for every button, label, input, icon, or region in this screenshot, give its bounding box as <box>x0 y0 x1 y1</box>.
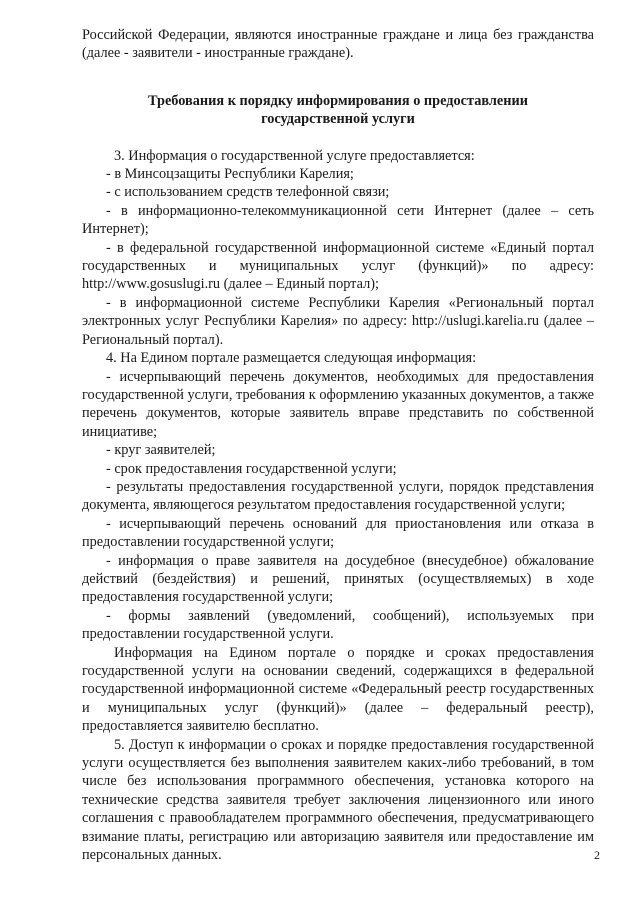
list-item: - формы заявлений (уведомлений, сообщений), используемых при предоставлении государственной услуги. <box>82 607 594 643</box>
section-heading: Требования к порядку информирования о предоставлении государственной услуги <box>148 92 528 128</box>
paragraph: Информация на Едином портале о порядке и сроках предоставления государственной услуги на основании сведений, содержащихся в федеральной государственной информационной системе «Федеральный реестр государственных и муниципальных услуг (функций)» (далее – федеральный реестр), предоставляется заявителю бесплатно. <box>82 644 594 735</box>
paragraph: 4. На Едином портале размещается следующая информация: <box>106 350 477 367</box>
list-item: - в информационной системе Республики Карелия «Региональный портал электронных услуг Республики Карелия» по адресу: http://uslugi.karelia.ru (далее – Региональный портал). <box>82 294 594 348</box>
list-item: - в информационно-телекоммуникационной сети Интернет (далее – сеть Интернет); <box>82 202 594 238</box>
list-item: - исчерпывающий перечень документов, необходимых для предоставления государственной услуги, требования к оформлению указанных документов, а также перечень документов, которые заявитель вправе представить по собственной инициативе; <box>82 368 594 440</box>
paragraph: 5. Доступ к информации о сроках и порядке предоставления государственной услуги осуществляется без выполнения заявителем каких-либо требований, в том числе без использования программного обеспечения, установка которого на технические средства заявителя требует заключения лицензионного или иного соглашения с правообладателем программного обеспечения, предусматривающего взимание платы, регистрацию или авторизацию заявителя или предоставление им персональных данных. <box>82 736 594 864</box>
list-item: - срок предоставления государственной услуги; <box>106 460 397 477</box>
page-number: 2 <box>594 848 600 862</box>
list-item: - с использованием средств телефонной связи; <box>106 184 390 201</box>
list-item: - в Минсоцзащиты Республики Карелия; <box>106 166 354 183</box>
list-item: - в федеральной государственной информационной системе «Единый портал государственных и муниципальных услуг (функций)» по адресу: http://www.gosuslugi.ru (далее – Единый портал); <box>82 239 594 293</box>
intro-text: Российской Федерации, являются иностранные граждане и лица без гражданства (далее - заявители - иностранные граждане). <box>82 27 594 62</box>
list-item: - исчерпывающий перечень оснований для приостановления или отказа в предоставлении государственной услуги; <box>82 515 594 551</box>
paragraph: 3. Информация о государственной услуге предоставляется: <box>114 147 475 164</box>
list-item: - результаты предоставления государственной услуги, порядок представления документа, являющегося результатом предоставления государственной услуги; <box>82 478 594 514</box>
list-item: - информация о праве заявителя на досудебное (внесудебное) обжалование действий (бездействия) и решений, принятых (осуществляемых) в ходе предоставления государственной услуги; <box>82 552 594 606</box>
list-item: - круг заявителей; <box>106 442 216 459</box>
